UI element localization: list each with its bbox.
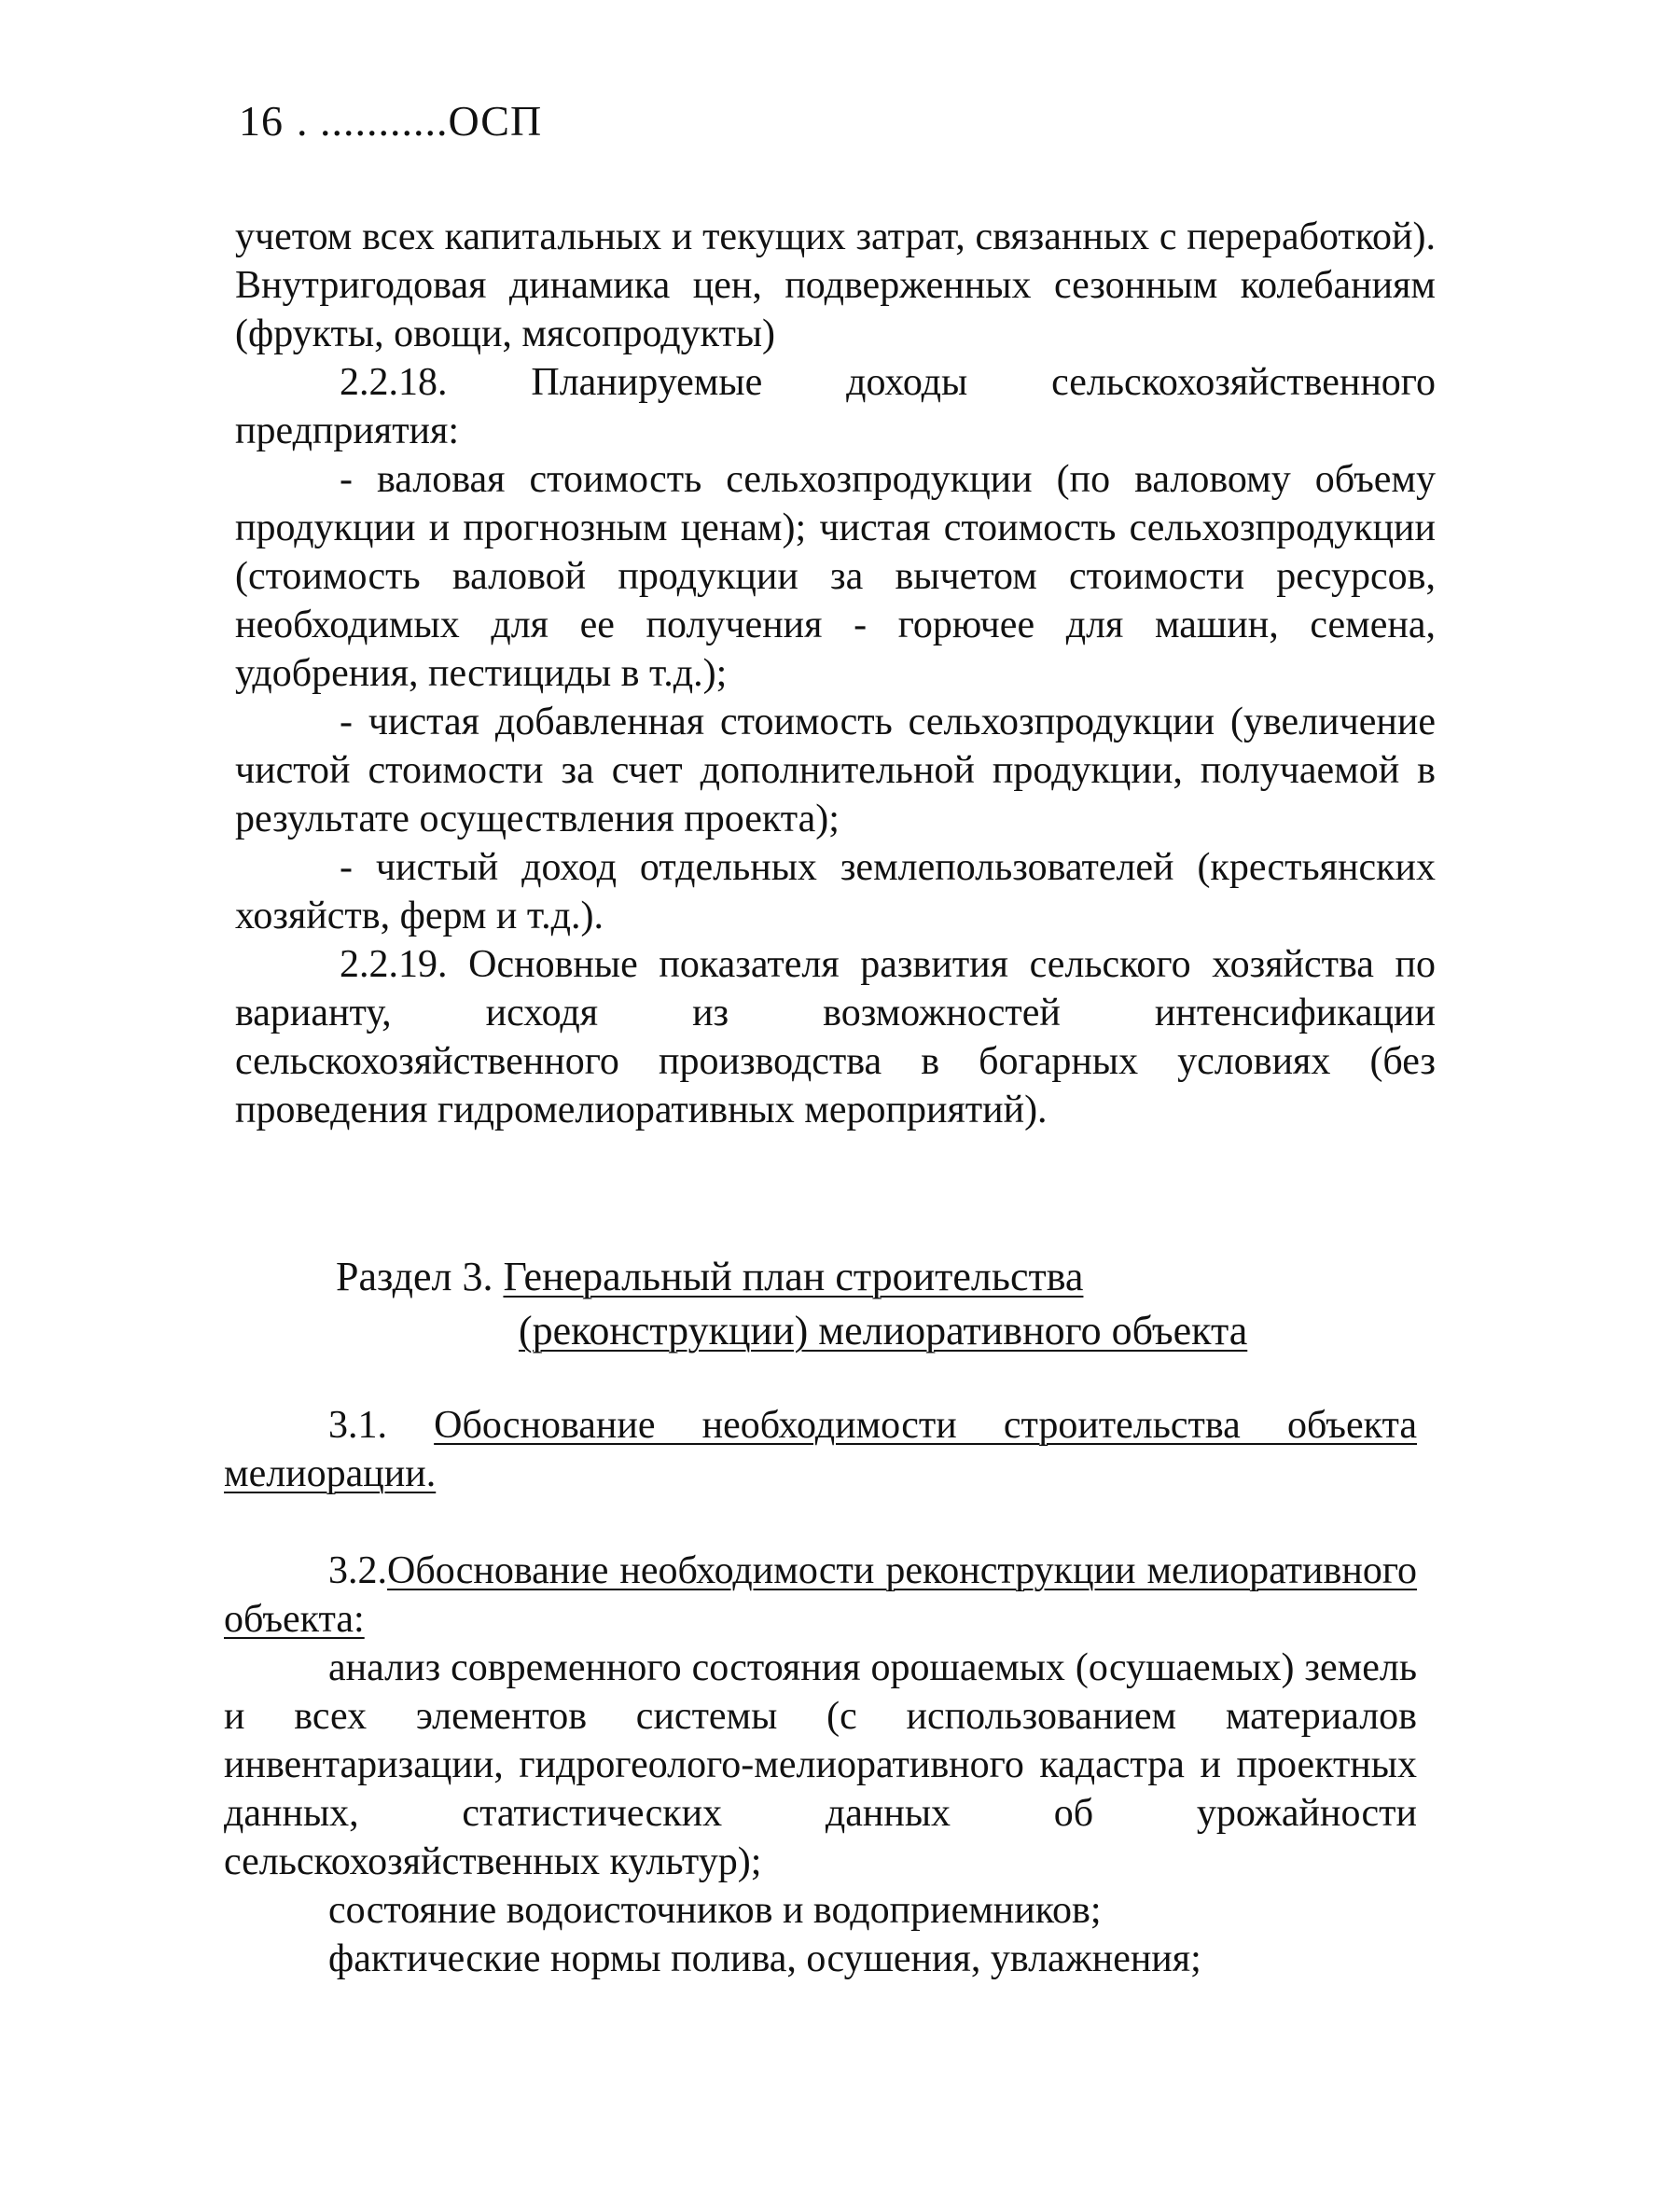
- section-3-heading: [0, 1250, 1680, 1358]
- bullet-net-income: - чистый доход отдельных землепользователей (крестьянских хозяйств, ферм и т.д.).: [235, 846, 1436, 937]
- item-3-2-number: 3.2.: [328, 1549, 387, 1592]
- section-heading-line-2: [519, 1304, 1680, 1358]
- bullet-gross-value: - валовая стоимость сельхозпродукции (по валовому объему продукции и прогнозным ценам); чистая стоимость сельхозпродукции (стоимость валовой продукции за вычетом стоимости ресурсов, необходимых для ее получения - горючее для машин, семена, удобрения, пестициды в т.д.);: [235, 458, 1436, 695]
- section-title-part-2: (реконструкции) мелиоративного объекта: [519, 1308, 1248, 1353]
- running-title: . ...........ОСП: [297, 97, 543, 145]
- section-prefix: Раздел 3.: [336, 1254, 493, 1299]
- paragraph-analysis: анализ современного состояния орошаемых (осушаемых) земель и всех элементов системы (с использованием материалов инвентаризации, гидрогеолого-мелиоративного кадастра и проектных данных, статистических данных об урожайности сельскохозяйственных культур);: [224, 1646, 1417, 1883]
- section-heading-line-1: [336, 1250, 1680, 1304]
- page-header: [239, 93, 542, 149]
- text-block-section-3: [0, 1401, 1680, 1983]
- item-3-1-number: 3.1.: [328, 1404, 387, 1447]
- text-block-economics: [0, 213, 1680, 1134]
- paragraph-2-2-18: 2.2.18. Планируемые доходы сельскохозяйственного предприятия:: [235, 361, 1436, 452]
- bullet-net-added-value: - чистая добавленная стоимость сельхозпродукции (увеличение чистой стоимости за счет дополнительной продукции, получаемой в результате осуществления проекта);: [235, 701, 1436, 840]
- item-3-1-title: Обоснование необходимости строительства объекта мелиорации.: [224, 1404, 1418, 1495]
- item-3-2-title: Обоснование необходимости реконструкции мелиоративного объекта:: [224, 1549, 1417, 1641]
- item-3-2: [0, 1547, 1680, 1644]
- paragraph-continuation: учетом всех капитальных и текущих затрат, связанных с переработкой). Внутригодовая динамика цен, подверженных сезонным колебаниям (фрукты, овощи, мясопродукты): [235, 215, 1436, 355]
- paragraph-water-sources: состояние водоисточников и водоприемников;: [328, 1889, 1102, 1932]
- paragraph-2-2-19: 2.2.19. Основные показателя развития сельского хозяйства по варианту, исходя из возможностей интенсификации сельскохозяйственного производства в богарных условиях (без проведения гидромелиоративных мероприятий).: [235, 943, 1436, 1131]
- paragraph-norms: фактические нормы полива, осушения, увлажнения;: [328, 1937, 1201, 1980]
- section-title-part-1: Генеральный план строительства: [503, 1254, 1084, 1299]
- item-3-1: [0, 1401, 1680, 1498]
- page-number: 16: [239, 97, 284, 145]
